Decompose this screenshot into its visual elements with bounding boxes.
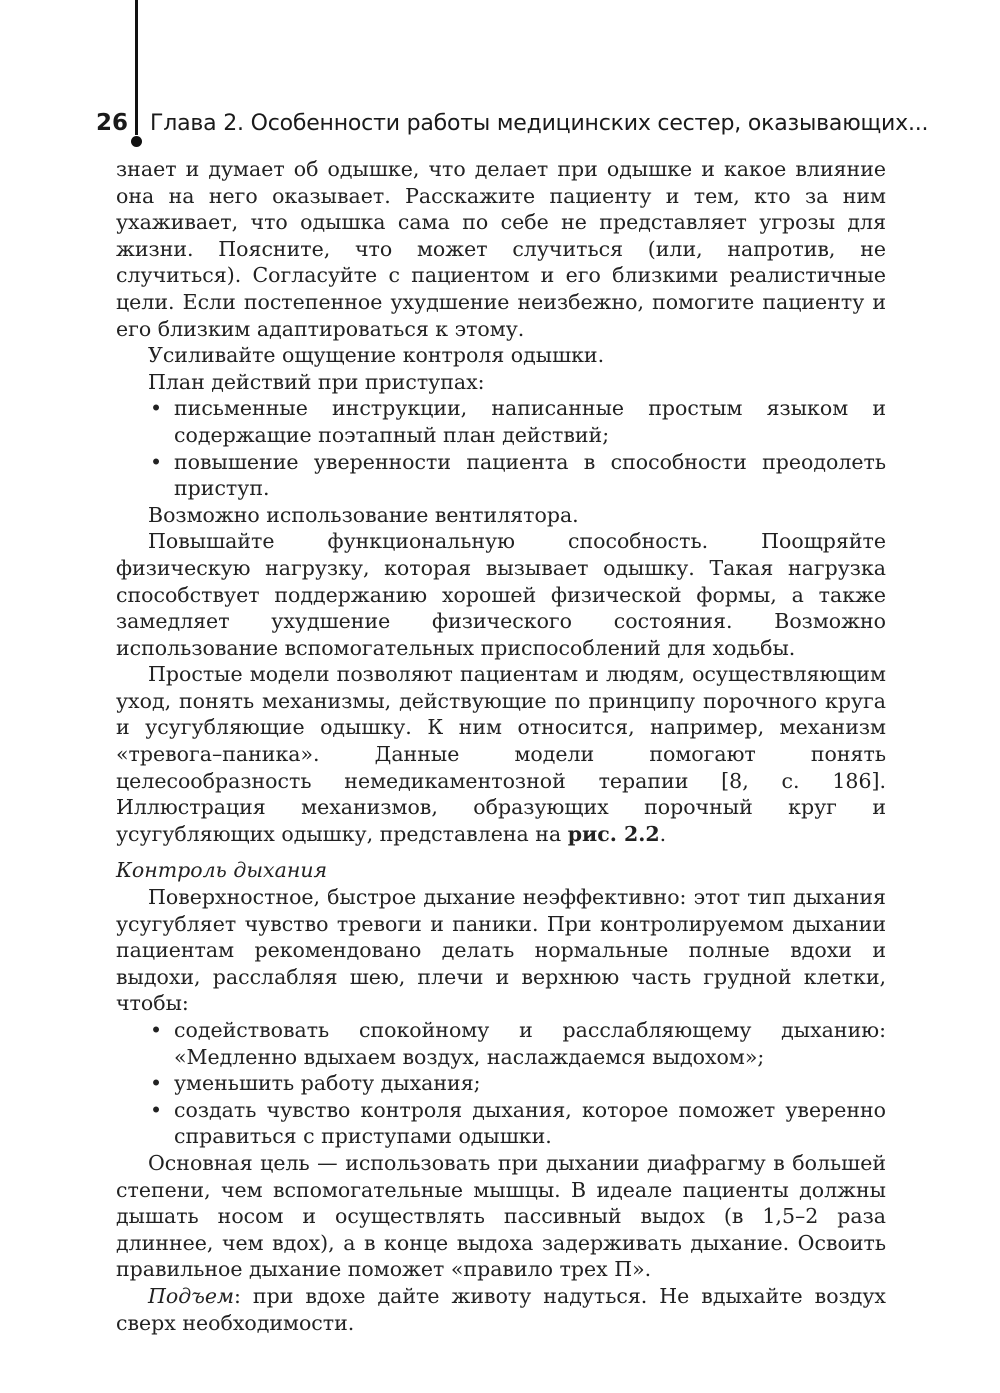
paragraph-rise [116,1283,886,1336]
paragraph-breathing: Поверхностное, быстрое дыхание неэффективно: этот тип дыхания усугубляет чувство тревоги и паники. При контролируемом дыхании пациентам рекомендовано делать нормальные полные вдохи и выдохи, расслабляя шею, плечи и верхнюю часть грудной клетки, чтобы: [116,885,886,1016]
paragraph-continued: знает и думает об одышке, что делает при одышке и какое влияние она на него оказывает. Расскажите пациенту и тем, кто за ним ухаживает, что одышка сама по себе не представляет угрозы для жизни. Поясните, что может случиться (или, напротив, не случиться). Согласуйте с пациентом и его близкими реалистичные цели. Если постепенное ухудшение неизбежно, помогите пациенту и его близким адаптироваться к этому. [116,157,886,341]
paragraph-fan: Возможно использование вентилятора. [148,502,579,527]
paragraph-models-end: . [659,821,667,846]
running-title: Глава 2. Особенности работы медицинских сестер, оказывающих... [150,111,929,136]
paragraph-rise-text: : при вдохе дайте животу надуться. Не вдыхайте воздух сверх необходимости. [116,1283,886,1335]
list-item: • письменные инструкции, написанные простым языком и содержащие поэтапный план действий; [174,395,886,448]
paragraph-control: Усиливайте ощущение контроля одышки. [148,343,605,368]
paragraph-action-plan: План действий при приступах: [148,369,485,394]
action-plan-list [116,395,886,501]
list-item: • создать чувство контроля дыхания, которое поможет уверенно справиться с приступами одышки. [174,1097,886,1150]
breathing-goals-list [116,1017,886,1150]
page-body [116,156,886,1336]
list-item: • повышение уверенности пациента в способности преодолеть приступ. [174,449,886,502]
term-rise: Подъем [148,1283,235,1308]
paragraph-models [116,661,886,847]
section-heading: Контроль дыхания [116,858,328,883]
list-item: • уменьшить работу дыхания; [174,1070,886,1097]
list-item: • содействовать спокойному и расслабляющему дыханию: «Медленно вдыхаем воздух, наслаждаемся выдохом»; [174,1017,886,1070]
paragraph-models-text: Простые модели позволяют пациентам и людям, осуществляющим уход, понять механизмы, действующие по принципу порочного круга и усугубляющие одышку. К ним относится, например, механизм «тревога–паника». Данные модели помогают понять целесообразность немедикаментозной терапии [8, с. 186]. Иллюстрация механизмов, образующих порочный круг и усугубляющих одышку, представлена на [116,662,886,846]
paragraph-main-goal: Основная цель — использовать при дыхании диафрагму в большей степени, чем вспомогательные мышцы. В идеале пациенты должны дышать носом и осуществлять пассивный выдох (в 1,5–2 раза длиннее, чем вдох), а в конце выдоха задерживать дыхание. Освоить правильное дыхание поможет «правило трех П». [116,1150,886,1282]
paragraph-functional: Повышайте функциональную способность. Поощряйте физическую нагрузку, которая вызывает одышку. Такая нагрузка способствует поддержанию хорошей физической формы, а также замедляет ухудшение физического состояния. Возможно использование вспомогательных приспособлений для ходьбы. [116,529,886,660]
margin-dot [131,136,142,147]
figure-reference: рис. 2.2 [567,821,660,846]
margin-rule [135,0,138,135]
page-number: 26 [96,110,129,136]
